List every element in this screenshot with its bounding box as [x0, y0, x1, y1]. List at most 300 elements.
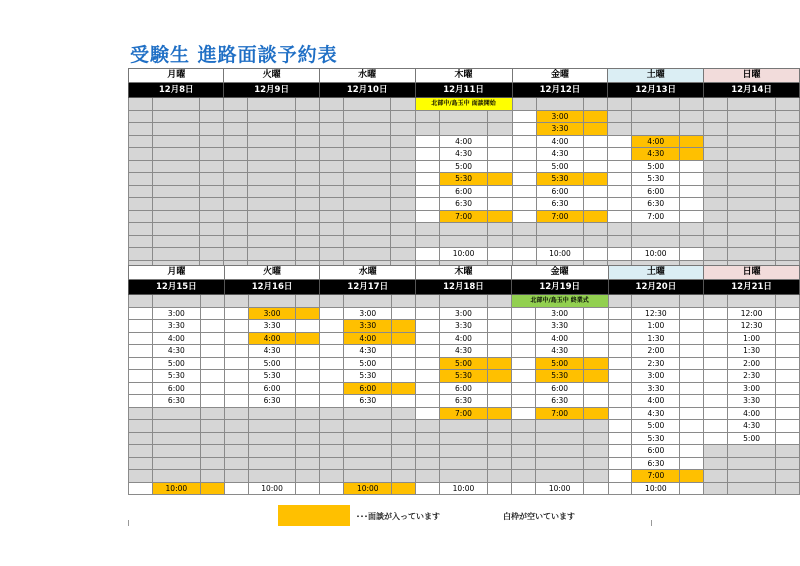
open-slot[interactable]: 5:00 [439, 160, 487, 173]
day-header: 日曜 [704, 69, 800, 83]
closed-cell [248, 457, 296, 470]
booked-slot[interactable]: 7:00 [439, 210, 487, 223]
booked-slot[interactable]: 10:00 [344, 482, 392, 495]
slot-side-cell [488, 173, 512, 186]
booked-slot[interactable]: 4:00 [632, 135, 680, 148]
closed-cell [224, 160, 248, 173]
closed-cell [439, 235, 487, 248]
slot-side-cell [296, 357, 320, 370]
open-slot[interactable]: 6:00 [632, 185, 680, 198]
slot-side-cell [415, 185, 439, 198]
slot-side-cell [416, 382, 440, 395]
closed-cell [343, 173, 390, 186]
open-slot[interactable]: 4:00 [440, 332, 488, 345]
booked-slot[interactable]: 3:30 [344, 320, 392, 333]
closed-cell [728, 457, 776, 470]
open-slot[interactable]: 5:00 [728, 432, 776, 445]
closed-cell [415, 235, 439, 248]
slot-side-cell [415, 248, 439, 261]
slot-side-cell [224, 320, 248, 333]
closed-cell [344, 445, 392, 458]
booked-slot[interactable]: 5:00 [536, 357, 584, 370]
open-slot[interactable]: 7:00 [632, 210, 680, 223]
closed-cell [319, 235, 343, 248]
open-slot[interactable]: 2:30 [728, 370, 776, 383]
open-slot[interactable]: 3:00 [632, 370, 680, 383]
closed-cell [416, 432, 440, 445]
slot-side-cell [704, 357, 728, 370]
slot-side-cell [488, 185, 512, 198]
slot-side-cell [512, 160, 536, 173]
slot-side-cell [129, 320, 153, 333]
open-slot[interactable]: 6:30 [632, 457, 680, 470]
slot-side-cell [320, 357, 344, 370]
slot-side-cell [775, 407, 799, 420]
closed-cell [152, 445, 200, 458]
slot-side-cell [680, 457, 704, 470]
slot-side-cell [296, 382, 320, 395]
slot-side-cell [511, 345, 535, 358]
slot-side-cell [416, 307, 440, 320]
booked-slot[interactable]: 3:00 [536, 110, 584, 123]
open-slot[interactable]: 5:00 [632, 160, 680, 173]
closed-cell [153, 135, 200, 148]
slot-side-cell [392, 482, 416, 495]
open-slot[interactable]: 5:30 [632, 432, 680, 445]
closed-cell [152, 470, 200, 483]
date-header: 12月13日 [608, 83, 704, 98]
open-slot[interactable]: 10:00 [439, 248, 487, 261]
slot-side-cell [775, 382, 799, 395]
date-header: 12月17日 [320, 280, 416, 295]
closed-cell [704, 470, 728, 483]
closed-cell [129, 295, 153, 308]
booked-slot[interactable]: 5:30 [439, 173, 487, 186]
slot-side-cell [680, 482, 704, 495]
open-slot[interactable]: 4:30 [344, 345, 392, 358]
open-slot[interactable]: 10:00 [632, 248, 680, 261]
closed-cell [319, 148, 343, 161]
slot-side-cell [129, 345, 153, 358]
slot-side-cell [320, 345, 344, 358]
slot-side-cell [320, 320, 344, 333]
day-header: 金曜 [511, 266, 608, 280]
slot-side-cell [680, 148, 704, 161]
slot-side-cell [224, 382, 248, 395]
slot-side-cell [200, 382, 224, 395]
slot-side-cell [200, 370, 224, 383]
closed-cell [248, 110, 295, 123]
slot-side-cell [680, 198, 704, 211]
booked-slot[interactable]: 10:00 [152, 482, 200, 495]
closed-cell [680, 123, 704, 136]
slot-side-cell [392, 357, 416, 370]
day-header: 水曜 [320, 266, 416, 280]
open-slot[interactable]: 3:30 [152, 320, 200, 333]
slot-side-cell [487, 407, 511, 420]
open-slot[interactable]: 5:30 [152, 370, 200, 383]
slot-side-cell [608, 320, 632, 333]
closed-cell [153, 210, 200, 223]
closed-cell [296, 295, 320, 308]
open-slot[interactable]: 6:00 [439, 185, 487, 198]
closed-cell [319, 223, 343, 236]
closed-cell [295, 173, 319, 186]
closed-cell [680, 223, 704, 236]
open-slot[interactable]: 5:30 [632, 173, 680, 186]
closed-cell [248, 470, 296, 483]
closed-cell [775, 457, 799, 470]
date-header: 12月9日 [224, 83, 319, 98]
closed-cell [512, 223, 536, 236]
closed-cell [704, 185, 728, 198]
event-note: 北部中/島玉中 面談開始 [415, 98, 512, 111]
open-slot[interactable]: 4:30 [152, 345, 200, 358]
slot-side-cell [129, 357, 153, 370]
slot-side-cell [296, 370, 320, 383]
closed-cell [536, 470, 584, 483]
closed-cell [248, 407, 296, 420]
open-slot[interactable]: 3:00 [728, 382, 776, 395]
slot-side-cell [200, 357, 224, 370]
slot-side-cell [487, 382, 511, 395]
booked-slot[interactable]: 5:30 [440, 370, 488, 383]
open-slot[interactable]: 4:30 [536, 148, 584, 161]
open-slot[interactable]: 4:30 [439, 148, 487, 161]
open-slot[interactable]: 1:00 [728, 332, 776, 345]
booked-slot[interactable]: 3:00 [248, 307, 296, 320]
open-slot[interactable]: 2:00 [632, 345, 680, 358]
slot-side-cell [488, 248, 512, 261]
booked-slot[interactable]: 4:00 [344, 332, 392, 345]
closed-cell [296, 420, 320, 433]
open-slot[interactable]: 2:00 [728, 357, 776, 370]
closed-cell [704, 457, 728, 470]
slot-side-cell [224, 332, 248, 345]
closed-cell [775, 482, 799, 495]
slot-side-cell [416, 407, 440, 420]
closed-cell [224, 470, 248, 483]
closed-cell [392, 445, 416, 458]
open-slot[interactable]: 5:00 [248, 357, 296, 370]
closed-cell [416, 420, 440, 433]
day-header: 木曜 [416, 266, 512, 280]
slot-side-cell [487, 320, 511, 333]
slot-side-cell [512, 198, 536, 211]
closed-cell [319, 210, 343, 223]
closed-cell [391, 110, 415, 123]
open-slot[interactable]: 6:00 [152, 382, 200, 395]
closed-cell [608, 235, 632, 248]
booked-slot[interactable]: 7:00 [440, 407, 488, 420]
closed-cell [224, 110, 248, 123]
closed-cell [320, 407, 344, 420]
closed-cell [129, 148, 153, 161]
closed-cell [728, 160, 775, 173]
slot-side-cell [512, 135, 536, 148]
open-slot[interactable]: 3:30 [632, 382, 680, 395]
booked-slot[interactable]: 7:00 [632, 470, 680, 483]
closed-cell [391, 248, 415, 261]
open-slot[interactable]: 6:00 [632, 445, 680, 458]
closed-cell [488, 223, 512, 236]
closed-cell [487, 295, 511, 308]
open-slot[interactable]: 6:30 [440, 395, 488, 408]
closed-cell [775, 148, 799, 161]
open-slot[interactable]: 4:30 [632, 407, 680, 420]
booked-slot[interactable]: 7:00 [536, 407, 584, 420]
day-header: 火曜 [224, 266, 320, 280]
slot-side-cell [680, 135, 704, 148]
closed-cell [153, 173, 200, 186]
closed-cell [344, 420, 392, 433]
open-slot[interactable]: 5:00 [152, 357, 200, 370]
closed-cell [392, 407, 416, 420]
open-slot[interactable]: 5:00 [344, 357, 392, 370]
open-slot[interactable]: 3:00 [344, 307, 392, 320]
closed-cell [296, 470, 320, 483]
booked-slot[interactable]: 3:30 [536, 123, 584, 136]
closed-cell [248, 135, 295, 148]
open-slot[interactable]: 4:00 [632, 395, 680, 408]
open-slot[interactable]: 6:30 [536, 198, 584, 211]
closed-cell [440, 457, 488, 470]
slot-side-cell [511, 395, 535, 408]
closed-cell [728, 210, 775, 223]
closed-cell [224, 135, 248, 148]
open-slot[interactable]: 4:30 [536, 345, 584, 358]
day-header: 月曜 [129, 69, 224, 83]
closed-cell [200, 198, 224, 211]
closed-cell [392, 432, 416, 445]
day-header: 日曜 [704, 266, 800, 280]
closed-cell [320, 295, 344, 308]
open-slot[interactable]: 6:30 [439, 198, 487, 211]
open-slot[interactable]: 12:00 [728, 307, 776, 320]
closed-cell [248, 185, 295, 198]
slot-side-cell [320, 382, 344, 395]
open-slot[interactable]: 4:30 [728, 420, 776, 433]
slot-side-cell [584, 210, 608, 223]
open-slot[interactable]: 6:00 [536, 382, 584, 395]
closed-cell [248, 248, 295, 261]
closed-cell [704, 148, 728, 161]
open-slot[interactable]: 10:00 [632, 482, 680, 495]
open-slot[interactable]: 1:30 [728, 345, 776, 358]
slot-side-cell [704, 382, 728, 395]
closed-cell [343, 135, 390, 148]
open-slot[interactable]: 3:00 [536, 307, 584, 320]
slot-side-cell [704, 332, 728, 345]
open-slot[interactable]: 6:30 [344, 395, 392, 408]
open-slot[interactable]: 4:00 [439, 135, 487, 148]
closed-cell [511, 470, 535, 483]
closed-cell [129, 420, 153, 433]
booked-slot[interactable]: 5:30 [536, 370, 584, 383]
open-slot[interactable]: 6:00 [440, 382, 488, 395]
closed-cell [295, 198, 319, 211]
open-slot[interactable]: 5:30 [344, 370, 392, 383]
slot-side-cell [200, 332, 224, 345]
slot-side-cell [680, 185, 704, 198]
closed-cell [680, 98, 704, 111]
open-slot[interactable]: 6:00 [248, 382, 296, 395]
corner-mark-right [651, 520, 652, 526]
closed-cell [343, 235, 390, 248]
closed-cell [775, 198, 799, 211]
closed-cell [391, 135, 415, 148]
closed-cell [200, 160, 224, 173]
booked-slot[interactable]: 7:00 [536, 210, 584, 223]
closed-cell [440, 420, 488, 433]
booked-slot[interactable]: 5:30 [536, 173, 584, 186]
closed-cell [728, 248, 775, 261]
open-slot[interactable]: 5:00 [536, 160, 584, 173]
slot-side-cell [415, 173, 439, 186]
booked-slot[interactable]: 6:00 [344, 382, 392, 395]
closed-cell [224, 173, 248, 186]
open-slot[interactable]: 4:00 [536, 332, 584, 345]
closed-cell [248, 173, 295, 186]
closed-cell [320, 420, 344, 433]
open-slot[interactable]: 3:30 [536, 320, 584, 333]
open-slot[interactable]: 6:30 [632, 198, 680, 211]
closed-cell [344, 432, 392, 445]
slot-side-cell [415, 160, 439, 173]
date-header: 12月10日 [319, 83, 415, 98]
day-header: 火曜 [224, 69, 319, 83]
closed-cell [487, 470, 511, 483]
closed-cell [775, 123, 799, 136]
slot-side-cell [680, 370, 704, 383]
slot-side-cell [584, 135, 608, 148]
closed-cell [200, 110, 224, 123]
slot-side-cell [680, 307, 704, 320]
closed-cell [224, 235, 248, 248]
open-slot[interactable]: 6:00 [536, 185, 584, 198]
closed-cell [775, 135, 799, 148]
open-slot[interactable]: 4:00 [728, 407, 776, 420]
open-slot[interactable]: 1:30 [632, 332, 680, 345]
slot-side-cell [584, 173, 608, 186]
slot-side-cell [487, 332, 511, 345]
open-slot[interactable]: 3:30 [248, 320, 296, 333]
date-header: 12月15日 [129, 280, 225, 295]
open-slot[interactable]: 10:00 [536, 248, 584, 261]
closed-cell [343, 248, 390, 261]
slot-side-cell [296, 395, 320, 408]
corner-mark-left [128, 520, 129, 526]
closed-cell [224, 123, 248, 136]
open-slot[interactable]: 4:30 [440, 345, 488, 358]
closed-cell [200, 185, 224, 198]
slot-side-cell [487, 357, 511, 370]
open-slot[interactable]: 4:00 [152, 332, 200, 345]
page-title: 受験生 進路面談予約表 [130, 44, 338, 66]
legend-booked-swatch [278, 505, 350, 526]
closed-cell [704, 445, 728, 458]
closed-cell [632, 223, 680, 236]
open-slot[interactable]: 3:30 [440, 320, 488, 333]
closed-cell [775, 210, 799, 223]
open-slot[interactable]: 6:30 [152, 395, 200, 408]
open-slot[interactable]: 3:00 [152, 307, 200, 320]
closed-cell [536, 223, 584, 236]
booked-slot[interactable]: 4:30 [632, 148, 680, 161]
closed-cell [391, 148, 415, 161]
closed-cell [511, 445, 535, 458]
open-slot[interactable]: 3:30 [728, 395, 776, 408]
closed-cell [248, 123, 295, 136]
open-slot[interactable]: 4:00 [536, 135, 584, 148]
slot-side-cell [680, 210, 704, 223]
date-header: 12月12日 [512, 83, 608, 98]
slot-side-cell [200, 320, 224, 333]
slot-side-cell [511, 382, 535, 395]
closed-cell [296, 432, 320, 445]
closed-cell [200, 295, 224, 308]
slot-side-cell [296, 482, 320, 495]
booked-slot[interactable]: 5:00 [440, 357, 488, 370]
slot-side-cell [608, 345, 632, 358]
slot-side-cell [680, 432, 704, 445]
closed-cell [728, 148, 775, 161]
open-slot[interactable]: 12:30 [632, 307, 680, 320]
closed-cell [295, 123, 319, 136]
date-header: 12月8日 [129, 83, 224, 98]
open-slot[interactable]: 2:30 [632, 357, 680, 370]
slot-side-cell [680, 470, 704, 483]
open-slot[interactable]: 10:00 [248, 482, 296, 495]
day-header: 土曜 [608, 69, 704, 83]
booked-slot[interactable]: 4:00 [248, 332, 296, 345]
closed-cell [704, 210, 728, 223]
open-slot[interactable]: 1:00 [632, 320, 680, 333]
slot-side-cell [608, 407, 632, 420]
closed-cell [704, 482, 728, 495]
closed-cell [608, 98, 632, 111]
closed-cell [440, 470, 488, 483]
slot-side-cell [129, 307, 153, 320]
closed-cell [391, 210, 415, 223]
closed-cell [153, 198, 200, 211]
closed-cell [440, 432, 488, 445]
open-slot[interactable]: 5:30 [248, 370, 296, 383]
closed-cell [200, 445, 224, 458]
closed-cell [295, 98, 319, 111]
slot-side-cell [680, 173, 704, 186]
closed-cell [320, 470, 344, 483]
open-slot[interactable]: 5:00 [632, 420, 680, 433]
open-slot[interactable]: 6:30 [536, 395, 584, 408]
open-slot[interactable]: 10:00 [536, 482, 584, 495]
slot-side-cell [775, 420, 799, 433]
slot-side-cell [704, 345, 728, 358]
slot-side-cell [775, 432, 799, 445]
open-slot[interactable]: 12:30 [728, 320, 776, 333]
slot-side-cell [608, 482, 632, 495]
open-slot[interactable]: 10:00 [440, 482, 488, 495]
open-slot[interactable]: 6:30 [248, 395, 296, 408]
closed-cell [153, 185, 200, 198]
slot-side-cell [775, 332, 799, 345]
open-slot[interactable]: 3:00 [440, 307, 488, 320]
slot-side-cell [584, 110, 608, 123]
slot-side-cell [584, 148, 608, 161]
open-slot[interactable]: 4:30 [248, 345, 296, 358]
slot-side-cell [320, 332, 344, 345]
closed-cell [153, 98, 200, 111]
